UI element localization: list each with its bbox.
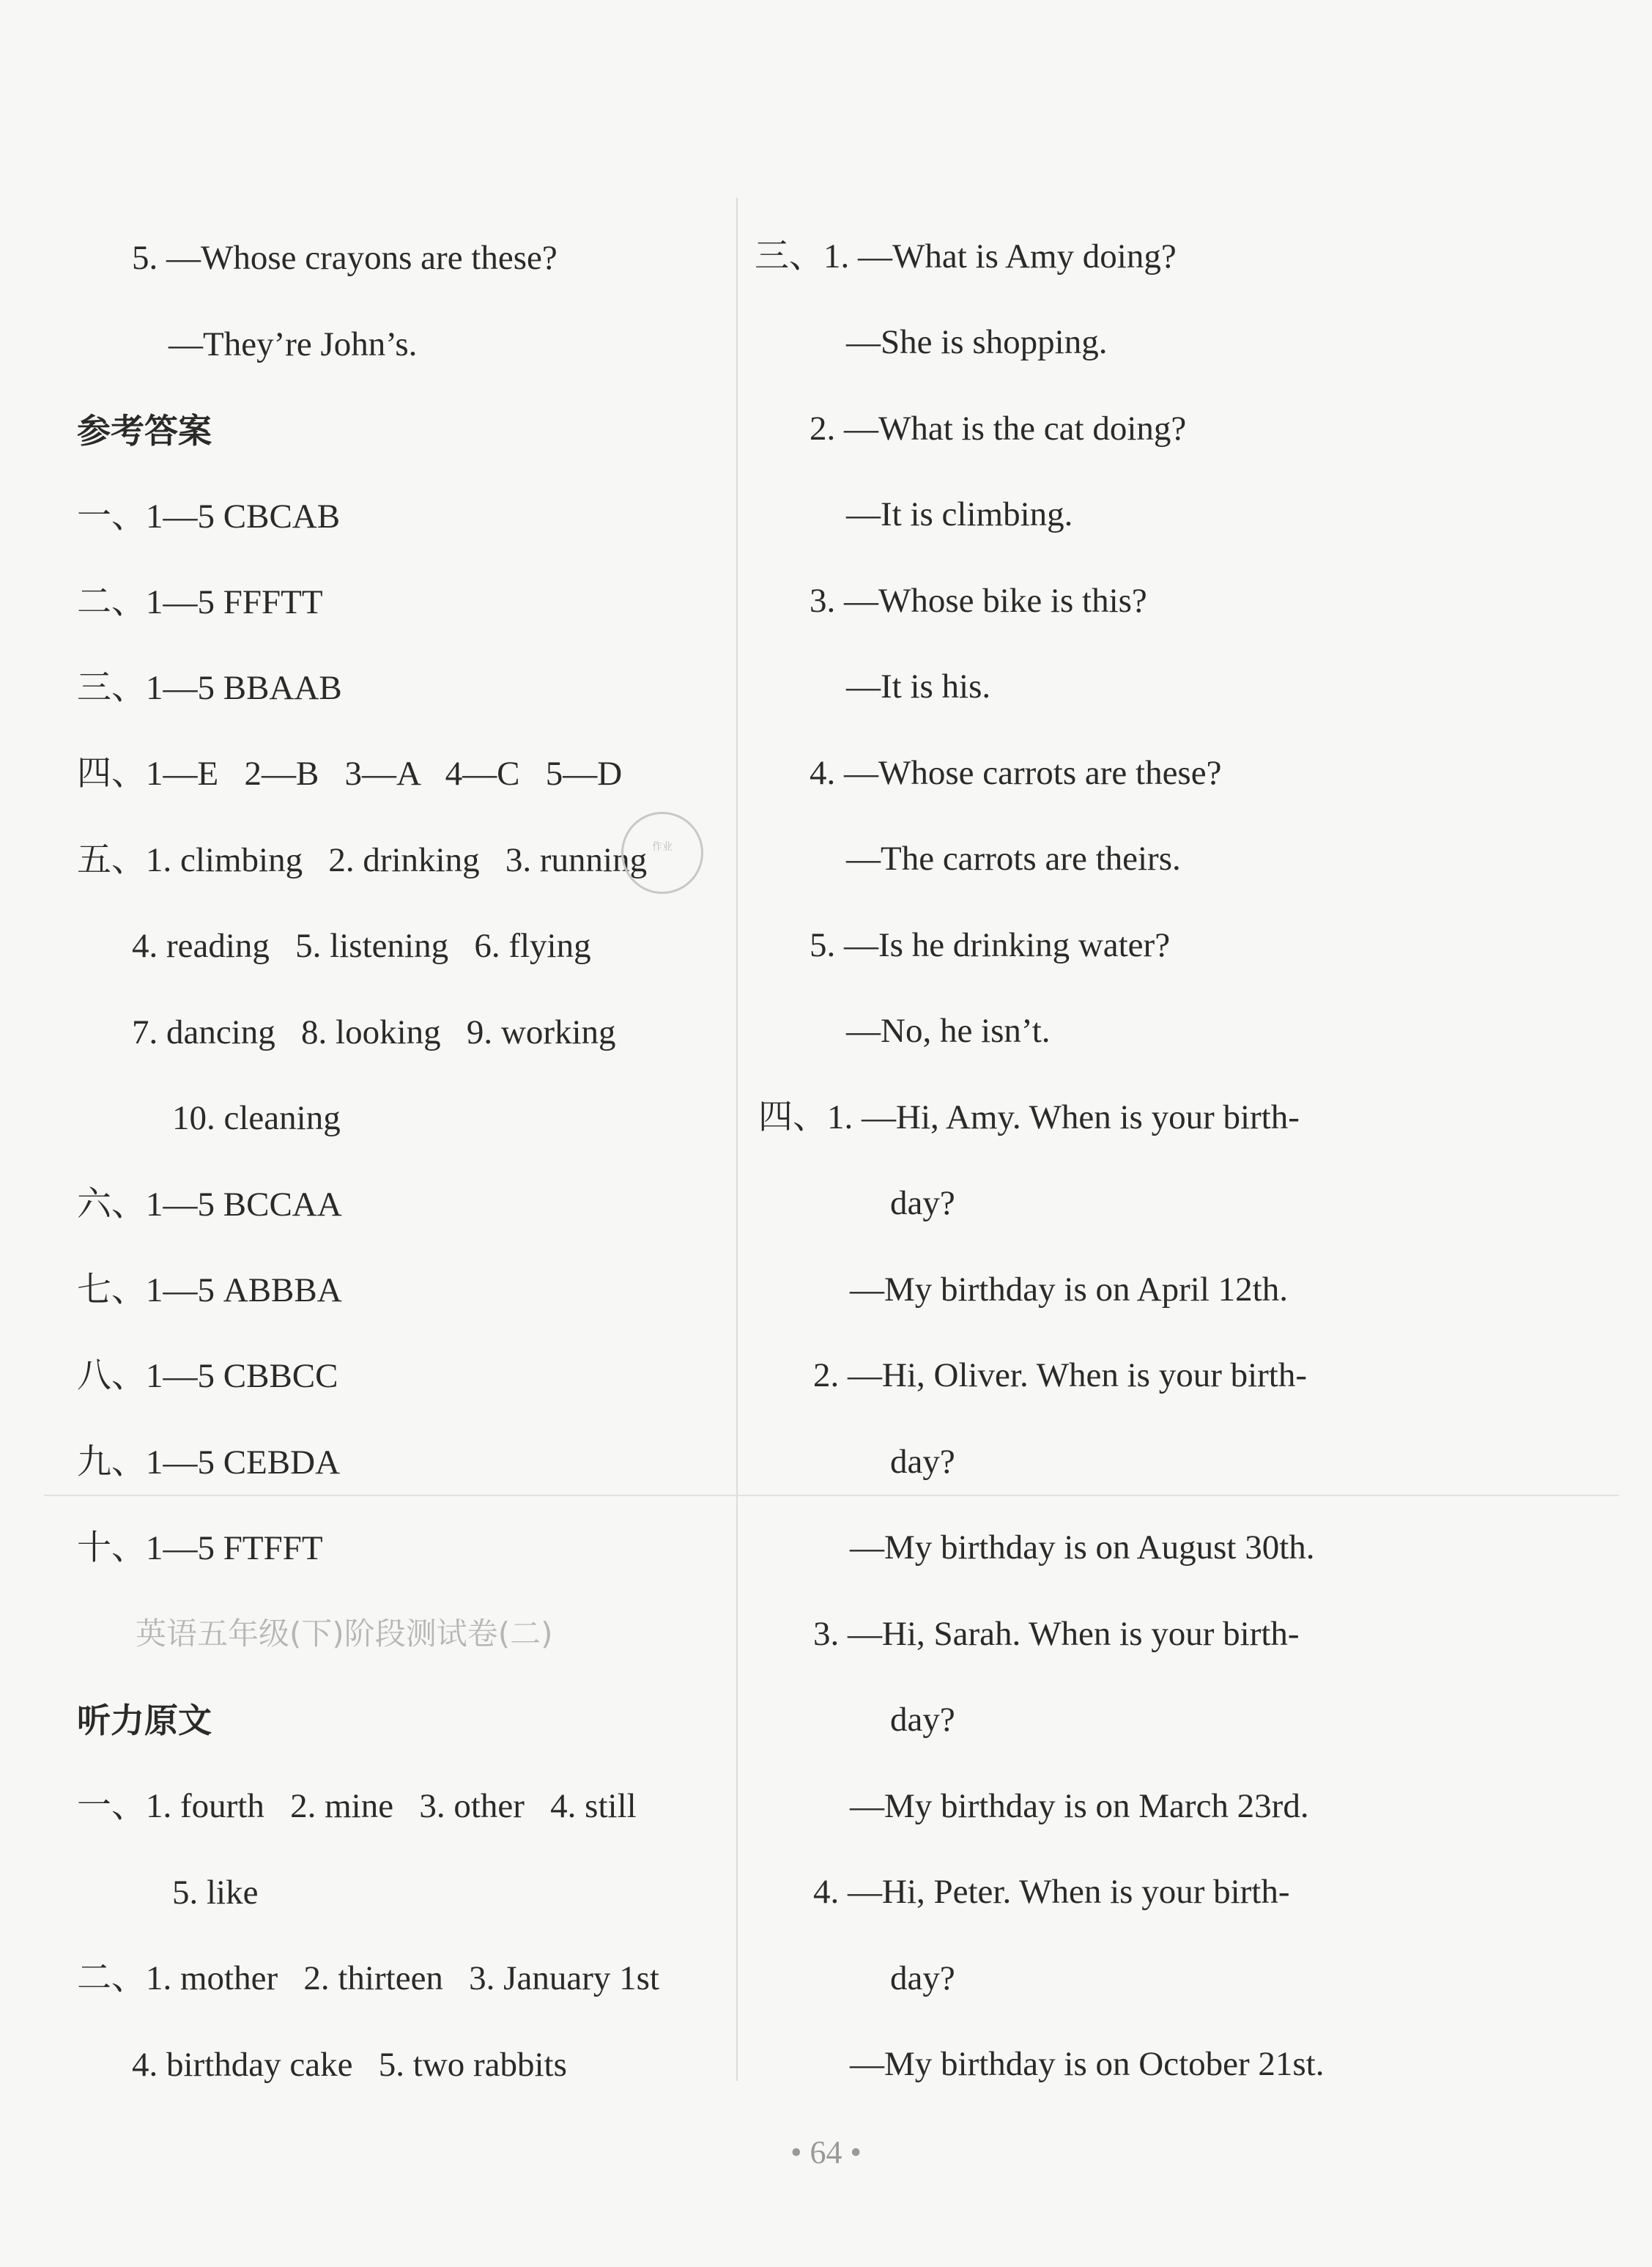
listening-section-1-line-2: 5. like — [172, 1874, 259, 1912]
section-3-q5: 5. —Is he drinking water? — [810, 926, 1171, 964]
answer-section-9: 九、1—5 CEBDA — [77, 1443, 341, 1482]
section-4-q2: 2. —Hi, Oliver. When is your birth- — [813, 1356, 1308, 1394]
answers-heading: 参考答案 — [77, 411, 212, 451]
section-3-q1: 三、1. —What is Amy doing? — [755, 237, 1177, 275]
answer-section-4: 四、1—E 2—B 3—A 4—C 5—D — [77, 755, 623, 793]
section-4-q3: 3. —Hi, Sarah. When is your birth- — [813, 1615, 1300, 1653]
test-title: 英语五年级(下)阶段测试卷(二) — [136, 1616, 553, 1652]
section-4-q1-cont: day? — [890, 1184, 955, 1222]
section-4-q1: 四、1. —Hi, Amy. When is your birth- — [758, 1098, 1300, 1136]
answer-section-3: 三、1—5 BBAAB — [77, 669, 342, 707]
section-3-q3: 3. —Whose bike is this? — [810, 582, 1147, 620]
answer-section-5-line-4: 10. cleaning — [172, 1099, 341, 1137]
page-fold-line — [44, 1495, 1619, 1496]
section-4-q2-cont: day? — [890, 1443, 955, 1481]
listening-heading: 听力原文 — [77, 1701, 212, 1740]
answer-section-5-line-1: 五、1. climbing 2. drinking 3. running — [77, 841, 648, 879]
section-4-q3-cont: day? — [890, 1701, 955, 1739]
watermark-stamp: 作业 — [621, 812, 703, 894]
section-3-a1: —She is shopping. — [846, 323, 1108, 361]
answer-section-8: 八、1—5 CBBCC — [77, 1357, 338, 1395]
section-4-a2: —My birthday is on August 30th. — [850, 1528, 1315, 1567]
section-3-a5: —No, he isn’t. — [846, 1012, 1051, 1050]
answer-section-6: 六、1—5 BCCAA — [77, 1186, 342, 1224]
answer-section-2: 二、1—5 FFFTT — [77, 583, 323, 621]
answer-section-1: 一、1—5 CBCAB — [77, 498, 341, 536]
section-3-a3: —It is his. — [846, 667, 991, 706]
section-3-q4: 4. —Whose carrots are these? — [810, 754, 1222, 792]
page-number: • 64 • — [790, 2134, 862, 2170]
answer-section-5-line-3: 7. dancing 8. looking 9. working — [132, 1013, 616, 1051]
section-3-a2: —It is climbing. — [846, 495, 1073, 533]
listening-section-2-line-1: 二、1. mother 2. thirteen 3. January 1st — [77, 1959, 659, 1997]
section-3-a4: —The carrots are theirs. — [846, 840, 1181, 878]
answer-section-7: 七、1—5 ABBBA — [77, 1271, 342, 1309]
listening-section-2-line-2: 4. birthday cake 5. two rabbits — [132, 2046, 567, 2084]
question-5-answer: —They’re John’s. — [168, 325, 418, 363]
answer-section-10: 十、1—5 FTFFT — [77, 1529, 323, 1567]
section-4-q4-cont: day? — [890, 1959, 955, 1997]
section-4-q4: 4. —Hi, Peter. When is your birth- — [813, 1873, 1290, 1911]
column-divider — [736, 198, 738, 2081]
answer-section-5-line-2: 4. reading 5. listening 6. flying — [132, 927, 591, 965]
question-5-line: 5. —Whose crayons are these? — [132, 239, 558, 277]
listening-section-1-line-1: 一、1. fourth 2. mine 3. other 4. still — [77, 1787, 637, 1825]
section-4-a3: —My birthday is on March 23rd. — [850, 1787, 1309, 1825]
section-4-a4: —My birthday is on October 21st. — [850, 2045, 1325, 2083]
section-3-q2: 2. —What is the cat doing? — [810, 410, 1187, 448]
section-4-a1: —My birthday is on April 12th. — [850, 1271, 1288, 1309]
